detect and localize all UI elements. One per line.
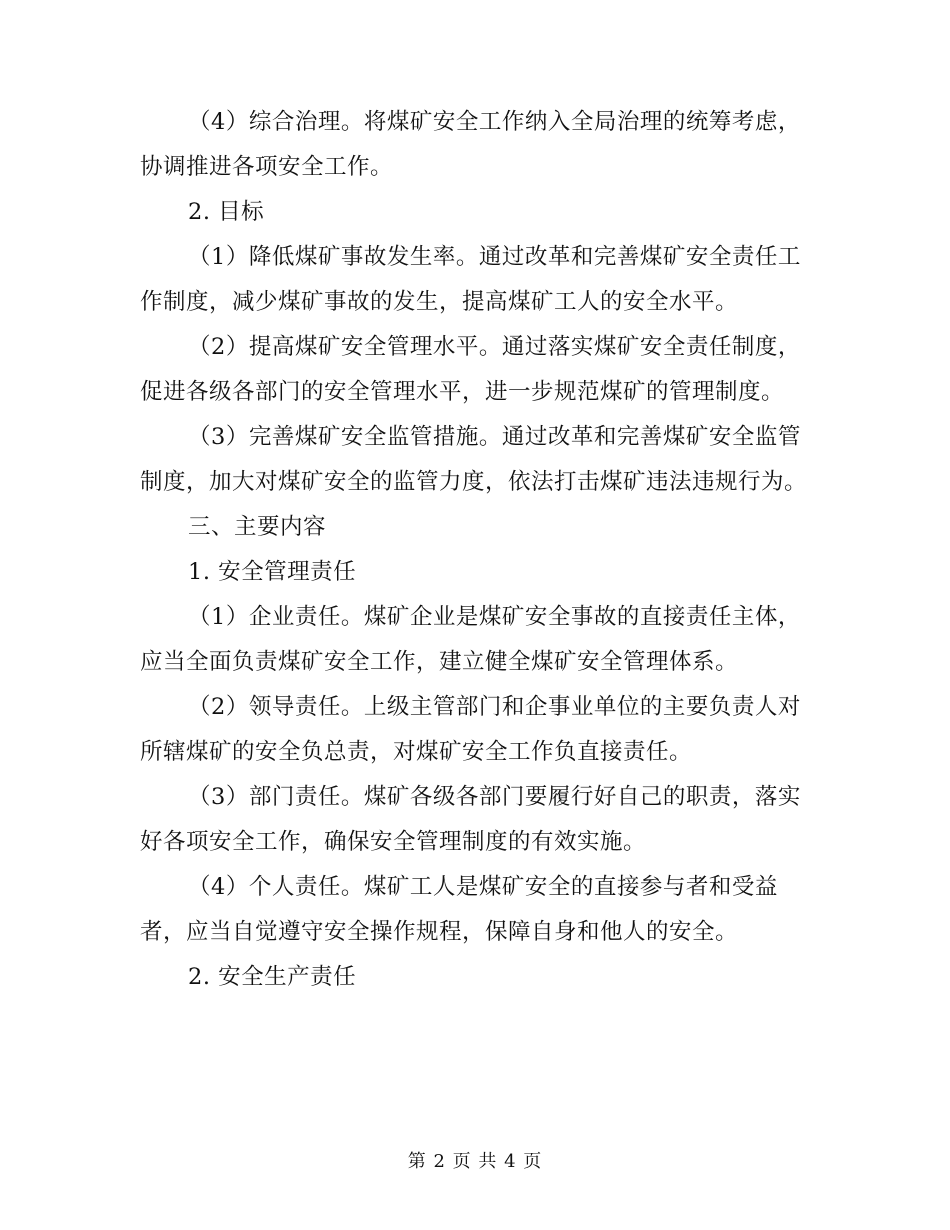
paragraph-department-responsibility: （3）部门责任。煤矿各级各部门要履行好自己的职责，落实好各项安全工作，确保安全管理制度的有效实施。 xyxy=(140,784,801,855)
paragraph-leadership-responsibility: （2）领导责任。上级主管部门和企事业单位的主要负责人对所辖煤矿的安全负总责，对煤矿安全工作负直接责任。 xyxy=(140,694,801,765)
heading-main-content: 三、主要内容 xyxy=(188,514,327,540)
heading-safety-management-responsibility: 1. 安全管理责任 xyxy=(188,559,357,585)
document-body xyxy=(140,100,820,1000)
paragraph-goal-1: （1）降低煤矿事故发生率。通过改革和完善煤矿安全责任工作制度，减少煤矿事故的发生，提高煤矿工人的安全水平。 xyxy=(140,244,801,315)
heading-production-safety-responsibility: 2. 安全生产责任 xyxy=(188,964,357,990)
heading-goals: 2. 目标 xyxy=(188,199,265,225)
paragraph-individual-responsibility: （4）个人责任。煤矿工人是煤矿安全的直接参与者和受益者，应当自觉遵守安全操作规程，保障自身和他人的安全。 xyxy=(140,874,778,945)
paragraph-comprehensive-governance: （4）综合治理。将煤矿安全工作纳入全局治理的统筹考虑，协调推进各项安全工作。 xyxy=(140,109,801,180)
paragraph-goal-2: （2）提高煤矿安全管理水平。通过落实煤矿安全责任制度，促进各级各部门的安全管理水平，进一步规范煤矿的管理制度。 xyxy=(140,334,801,405)
paragraph-goal-3: （3）完善煤矿安全监管措施。通过改革和完善煤矿安全监管制度，加大对煤矿安全的监管力度，依法打击煤矿违法违规行为。 xyxy=(140,424,808,495)
paragraph-enterprise-responsibility: （1）企业责任。煤矿企业是煤矿安全事故的直接责任主体，应当全面负责煤矿安全工作，建立健全煤矿安全管理体系。 xyxy=(140,604,801,675)
page-number-footer: 第 2 页 共 4 页 xyxy=(407,1151,543,1172)
